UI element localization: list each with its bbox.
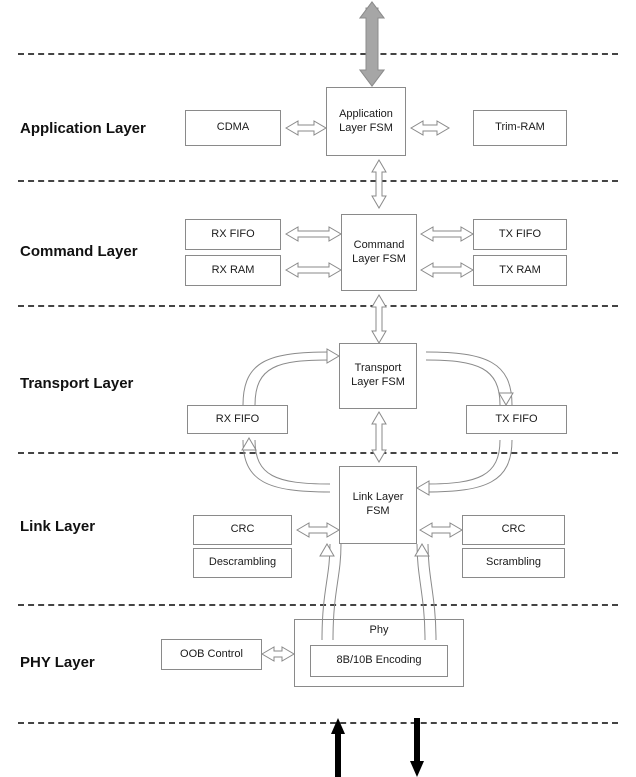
block-crc-rx[interactable]: CRC: [193, 515, 292, 545]
arrow-external-application-shape: [360, 2, 384, 86]
arrow-command-fsm-to-tx-fifo: [421, 227, 473, 241]
block-command-layer-fsm-line1: Command: [353, 238, 405, 251]
block-phy-title: Phy: [369, 624, 389, 636]
layer-label-link: Link Layer: [20, 518, 96, 535]
layer-label-application: Application Layer: [20, 120, 146, 137]
arrow-cdma-to-application-fsm: [286, 121, 326, 135]
block-tx-fifo-command[interactable]: TX FIFO: [473, 219, 567, 250]
block-application-layer-fsm[interactable]: [326, 87, 406, 156]
arrow-serial-out: [410, 718, 424, 777]
block-rx-ram[interactable]: RX RAM: [185, 255, 281, 286]
arrow-transport-to-link: [372, 412, 386, 462]
block-transport-layer-fsm-line1: Transport: [354, 362, 402, 375]
block-trim-ram[interactable]: Trim-RAM: [473, 110, 567, 146]
layer-divider-command-transport: [18, 305, 618, 307]
block-tx-ram[interactable]: TX RAM: [473, 255, 567, 286]
block-transport-layer-fsm[interactable]: [339, 343, 417, 409]
layer-divider-application-command: [18, 180, 618, 182]
block-application-layer-fsm-line1: Application: [339, 107, 393, 120]
block-link-layer-fsm-line2: FSM: [366, 505, 390, 517]
block-command-layer-fsm-line2: Layer FSM: [352, 252, 406, 265]
arrow-crc-rx-to-link-fsm: [297, 523, 339, 537]
block-command-layer-fsm[interactable]: [341, 214, 417, 291]
block-tx-fifo-transport[interactable]: TX FIFO: [466, 405, 567, 434]
arrow-rx-fifo-to-command-fsm: [286, 227, 341, 241]
layer-divider-transport-link: [18, 452, 618, 454]
block-link-layer-fsm-line1: Link Layer: [352, 491, 404, 504]
block-transport-layer-fsm-line2: Layer FSM: [351, 376, 405, 388]
arrow-external-application: [360, 2, 384, 86]
block-link-layer-fsm[interactable]: [339, 466, 417, 544]
curve-tx-fifo-transport-to-link: [417, 440, 512, 495]
block-descrambling[interactable]: Descrambling: [193, 548, 292, 578]
arrow-command-fsm-to-tx-ram: [421, 263, 473, 277]
layer-divider-top: [18, 53, 618, 55]
block-crc-tx[interactable]: CRC: [462, 515, 565, 545]
block-8b10b-encoding[interactable]: 8B/10B Encoding: [310, 645, 448, 677]
arrow-serial-in: [331, 718, 345, 777]
arrow-oob-control-to-phy: [262, 647, 294, 661]
block-cdma[interactable]: CDMA: [185, 110, 281, 146]
curve-link-to-rx-fifo-transport: [242, 438, 330, 492]
block-scrambling[interactable]: Scrambling: [462, 548, 565, 578]
layer-label-transport: Transport Layer: [20, 375, 134, 392]
arrow-link-fsm-to-crc-tx: [420, 523, 462, 537]
curve-rx-fifo-to-transport-fsm: [243, 349, 339, 405]
arrow-rx-ram-to-command-fsm: [286, 263, 341, 277]
block-application-layer-fsm-line2: Layer FSM: [339, 121, 393, 134]
arrow-application-fsm-to-trim-ram: [411, 121, 449, 135]
block-oob-control[interactable]: OOB Control: [161, 639, 262, 670]
arrow-command-to-transport: [372, 295, 386, 343]
layer-label-command: Command Layer: [20, 243, 138, 260]
layer-divider-link-phy: [18, 604, 618, 606]
block-rx-fifo-command[interactable]: RX FIFO: [185, 219, 281, 250]
block-rx-fifo-transport[interactable]: RX FIFO: [187, 405, 288, 434]
layer-label-phy: PHY Layer: [20, 654, 95, 671]
curve-transport-fsm-to-tx-fifo: [426, 352, 513, 405]
layer-divider-bottom: [18, 722, 618, 724]
arrow-application-to-command: [372, 160, 386, 208]
